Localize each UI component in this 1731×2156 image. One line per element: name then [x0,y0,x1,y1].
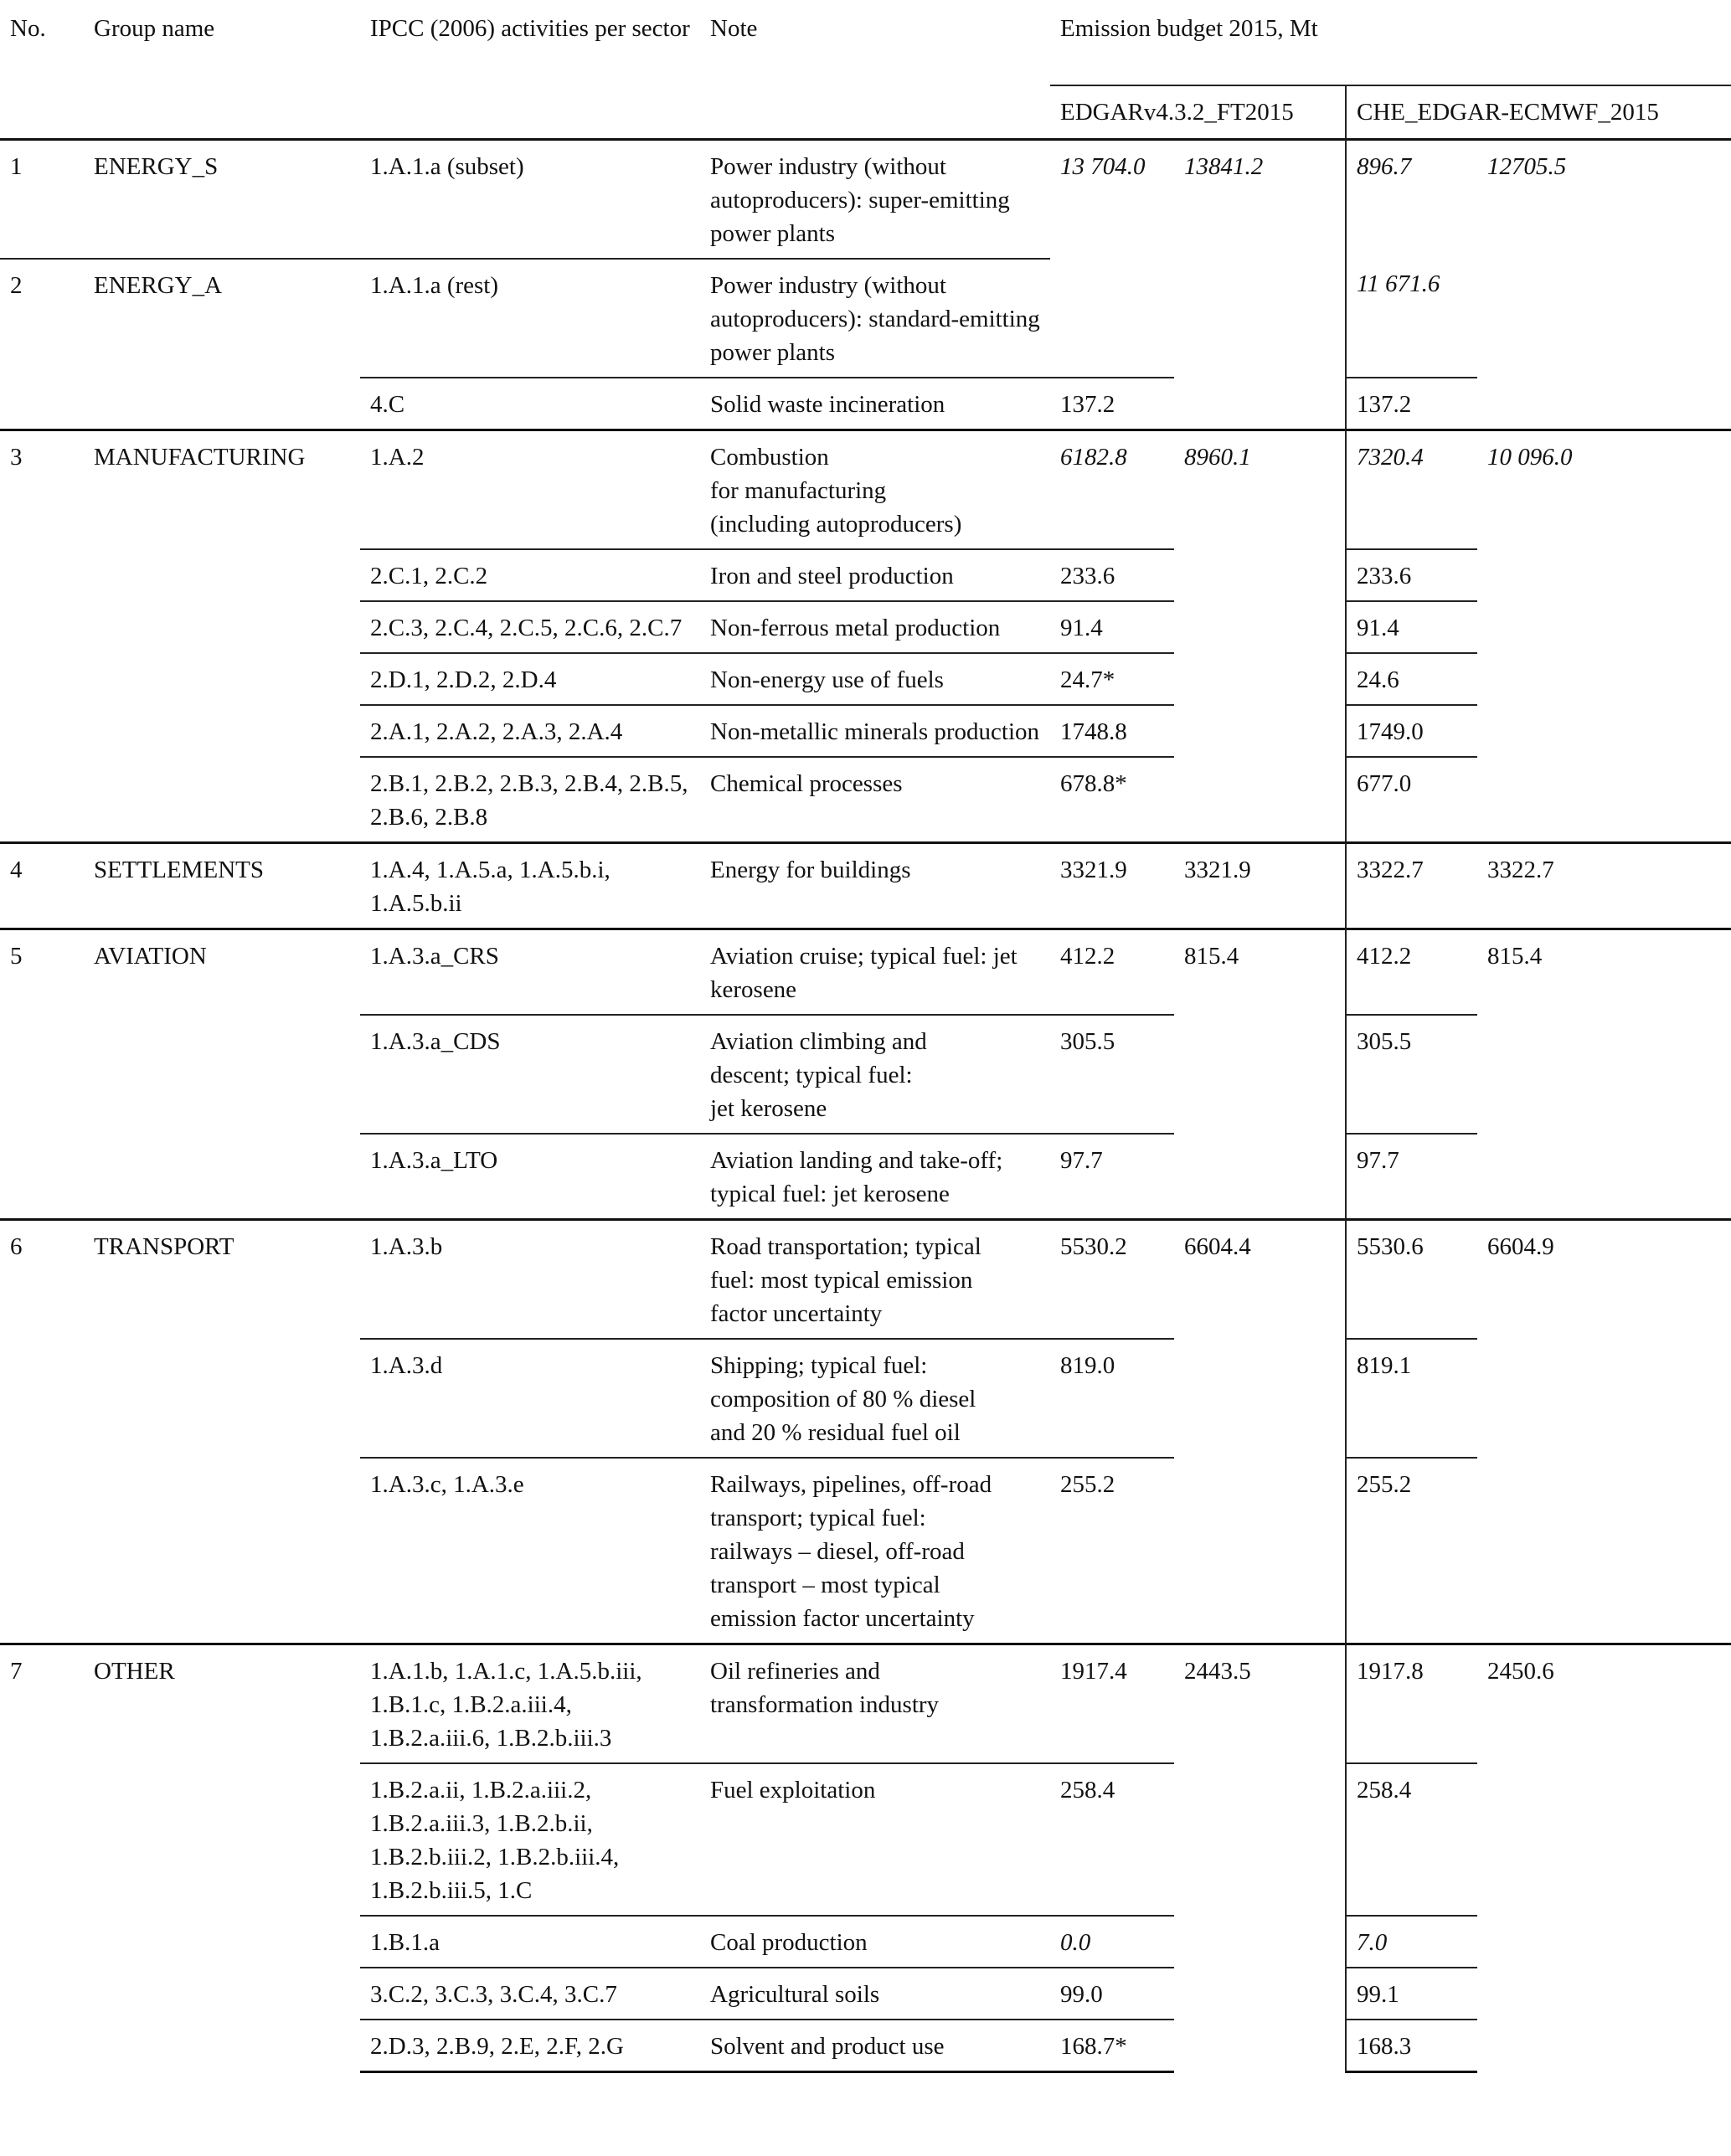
edgar-value: 168.7* [1050,2019,1174,2073]
che-value: 5530.6 [1345,1218,1477,1338]
header-no: No. [10,15,46,42]
note-line: and 20 % residual fuel oil [710,1419,961,1446]
che-value: 677.0 [1345,756,1477,841]
edgar-value [1050,258,1174,377]
table-row [0,841,1731,928]
header-ipcc: IPCC (2006) activities per sector [370,15,690,42]
edgar-value: 258.4 [1050,1762,1174,1915]
edgar-group-total: 8960.1 [1174,429,1345,841]
activity-note: Solvent and product use [700,2019,1050,2073]
edgar-value: 97.7 [1050,1133,1174,1218]
che-value: 99.1 [1345,1967,1477,2019]
header-inventory-che: CHE_EDGAR-ECMWF_2015 [1345,85,1731,138]
note-line: Road transportation; typical [710,1233,981,1260]
activity-note [700,1218,1050,1338]
activity-note: Non-metallic minerals production [700,704,1050,756]
che-value: 412.2 [1345,928,1477,1014]
edgar-group-total: 2443.5 [1174,1643,1345,2073]
ipcc-code [360,1762,700,1915]
note-line: transformation industry [710,1691,940,1718]
edgar-value: 3321.9 [1050,841,1174,928]
activity-note: Chemical processes [700,756,1050,841]
edgar-group-total: 815.4 [1174,928,1345,1218]
activity-note: Power industry (without autoproducers): standard-emitting power plants [700,258,1050,377]
che-value: 137.2 [1345,377,1477,429]
header-group-name: Group name [94,15,215,42]
che-group-total: 2450.6 [1477,1643,1731,2073]
note-line: Shipping; typical fuel: [710,1352,928,1379]
che-value: 255.2 [1345,1457,1477,1643]
che-value: 896.7 [1345,138,1477,258]
group-no: 1 [0,138,84,258]
note-line: typical fuel: jet kerosene [710,1181,950,1207]
che-value: 1917.8 [1345,1643,1477,1762]
ipcc-line: 1.B.2.a.iii.3, 1.B.2.b.ii, [370,1810,593,1837]
table-row [0,377,1731,429]
ipcc-code: 1.A.4, 1.A.5.a, 1.A.5.b.i, 1.A.5.b.ii [360,841,700,928]
note-line: transport; typical fuel: [710,1505,926,1531]
edgar-value: 233.6 [1050,548,1174,600]
ipcc-code: 1.A.3.c, 1.A.3.e [360,1457,700,1643]
activity-note [700,1014,1050,1133]
edgar-group-total: 6604.4 [1174,1218,1345,1643]
ipcc-code: 2.C.3, 2.C.4, 2.C.5, 2.C.6, 2.C.7 [360,600,700,652]
table-row [0,258,1731,377]
ipcc-code: 1.A.3.a_LTO [360,1133,700,1218]
group-no: 5 [0,928,84,1218]
che-value: 3322.7 [1345,841,1477,928]
activity-note: Non-ferrous metal production [700,600,1050,652]
activity-note: Fuel exploitation [700,1762,1050,1915]
header-emission-budget: Emission budget 2015, Mt [1060,15,1318,42]
note-line: Railways, pipelines, off-road [710,1471,992,1498]
ipcc-code: 1.B.1.a [360,1915,700,1967]
activity-note [700,1643,1050,1762]
edgar-value: 24.7* [1050,652,1174,704]
edgar-value: 412.2 [1050,928,1174,1014]
activity-note: Energy for buildings [700,841,1050,928]
che-value: 7320.4 [1345,429,1477,548]
che-value: 7.0 [1345,1915,1477,1967]
activity-note: Solid waste incineration [700,377,1050,429]
edgar-value: 1748.8 [1050,704,1174,756]
note-line: (including autoproducers) [710,511,962,538]
che-group-total: 6604.9 [1477,1218,1731,1643]
table-row [0,1218,1731,1338]
activity-note: Coal production [700,1915,1050,1967]
edgar-value: 99.0 [1050,1967,1174,2019]
activity-note [700,429,1050,548]
group-name: TRANSPORT [84,1218,360,1643]
edgar-value: 255.2 [1050,1457,1174,1643]
che-group-total: 815.4 [1477,928,1731,1218]
edgar-value: 137.2 [1050,377,1174,429]
che-value: 24.6 [1345,652,1477,704]
group-name: MANUFACTURING [84,429,360,841]
group-no: 6 [0,1218,84,1643]
header-inventory-edgar: EDGARv4.3.2_FT2015 [1050,85,1345,138]
edgar-value: 1917.4 [1050,1643,1174,1762]
ipcc-code: 1.A.3.d [360,1338,700,1457]
che-value: 305.5 [1345,1014,1477,1133]
activity-note [700,1457,1050,1643]
note-line: descent; typical fuel: [710,1062,913,1088]
che-value: 258.4 [1345,1762,1477,1915]
note-line: composition of 80 % diesel [710,1386,976,1412]
group-name: AVIATION [84,928,360,1218]
edgar-value: 678.8* [1050,756,1174,841]
header-note: Note [710,15,758,42]
edgar-value: 819.0 [1050,1338,1174,1457]
ipcc-line: 1.B.2.a.iii.6, 1.B.2.b.iii.3 [370,1725,612,1752]
activity-note: Power industry (without autoproducers): super-emitting power plants [700,138,1050,258]
note-line: emission factor uncertainty [710,1605,975,1632]
che-group-total: 12705.5 [1477,138,1731,429]
ipcc-line: 1.B.2.a.ii, 1.B.2.a.iii.2, [370,1777,592,1804]
table-row [0,429,1731,548]
table-row [0,1643,1731,1762]
ipcc-code: 2.C.1, 2.C.2 [360,548,700,600]
note-line: Aviation landing and take-off; [710,1147,1003,1174]
group-no: 3 [0,429,84,841]
note-line: Aviation climbing and [710,1028,927,1055]
ipcc-code: 2.A.1, 2.A.2, 2.A.3, 2.A.4 [360,704,700,756]
activity-note: Non-energy use of fuels [700,652,1050,704]
group-no: 7 [0,1643,84,2073]
ipcc-code: 1.A.3.b [360,1218,700,1338]
edgar-value: 6182.8 [1050,429,1174,548]
table-row [0,928,1731,1014]
ipcc-line: 1.B.1.c, 1.B.2.a.iii.4, [370,1691,572,1718]
che-value: 91.4 [1345,600,1477,652]
ipcc-code: 1.A.3.a_CRS [360,928,700,1014]
group-no: 4 [0,841,84,928]
group-no-empty [0,377,84,429]
note-line: jet kerosene [710,1095,827,1122]
che-value: 168.3 [1345,2019,1477,2073]
ipcc-code: 4.C [360,377,700,429]
che-value: 819.1 [1345,1338,1477,1457]
note-line: fuel: most typical emission [710,1267,973,1294]
edgar-value: 5530.2 [1050,1218,1174,1338]
ipcc-line: 1.A.1.b, 1.A.1.c, 1.A.5.b.iii, [370,1658,642,1685]
che-group-total: 10 096.0 [1477,429,1731,841]
ipcc-code: 3.C.2, 3.C.3, 3.C.4, 3.C.7 [360,1967,700,2019]
note-line: Oil refineries and [710,1658,880,1685]
note-line: factor uncertainty [710,1300,883,1327]
group-name-empty [84,377,360,429]
group-no: 2 [0,258,84,377]
edgar-value: 0.0 [1050,1915,1174,1967]
edgar-value: 305.5 [1050,1014,1174,1133]
edgar-group-total: 13841.2 [1174,138,1345,429]
ipcc-line: 1.B.2.b.iii.2, 1.B.2.b.iii.4, [370,1844,620,1870]
note-line: Combustion [710,444,829,471]
ipcc-code: 1.A.1.a (rest) [360,258,700,377]
ipcc-code: 1.A.1.a (subset) [360,138,700,258]
ipcc-code: 1.A.2 [360,429,700,548]
note-line: transport – most typical [710,1572,940,1598]
ipcc-code: 2.D.3, 2.B.9, 2.E, 2.F, 2.G [360,2019,700,2073]
header-row [0,0,1731,85]
che-group-total: 3322.7 [1477,841,1731,928]
table-row [0,138,1731,258]
activity-note: Iron and steel production [700,548,1050,600]
group-name: ENERGY_A [84,258,360,377]
note-line: for manufacturing [710,477,887,504]
che-value: 11 671.6 [1345,258,1477,377]
note-line: railways – diesel, off-road [710,1538,965,1565]
activity-note [700,1338,1050,1457]
ipcc-code: 2.D.1, 2.D.2, 2.D.4 [360,652,700,704]
ipcc-code: 2.B.1, 2.B.2, 2.B.3, 2.B.4, 2.B.5, 2.B.6, 2.B.8 [360,756,700,841]
ipcc-line: 1.B.2.b.iii.5, 1.C [370,1877,533,1904]
group-name: ENERGY_S [84,138,360,258]
edgar-value: 13 704.0 [1050,138,1174,258]
activity-note [700,1133,1050,1218]
group-name: SETTLEMENTS [84,841,360,928]
ipcc-code [360,1643,700,1762]
che-value: 97.7 [1345,1133,1477,1218]
edgar-group-total: 3321.9 [1174,841,1345,928]
che-value: 233.6 [1345,548,1477,600]
edgar-value: 91.4 [1050,600,1174,652]
che-value: 1749.0 [1345,704,1477,756]
ipcc-code: 1.A.3.a_CDS [360,1014,700,1133]
activity-note: Aviation cruise; typical fuel: jet kerosene [700,928,1050,1014]
activity-note: Agricultural soils [700,1967,1050,2019]
group-name: OTHER [84,1643,360,2073]
